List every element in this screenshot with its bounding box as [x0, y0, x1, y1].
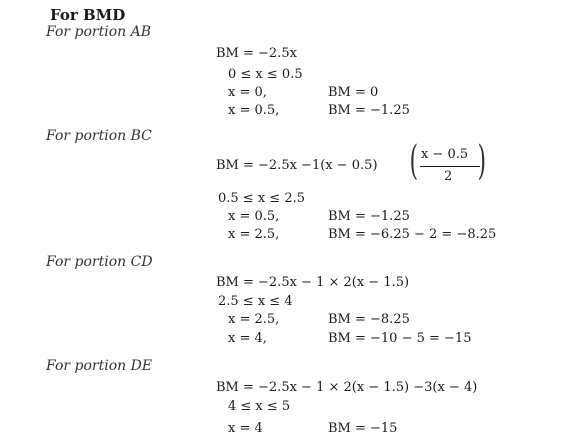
- portion-ab-bm-row-2: BM = −1.25: [328, 103, 410, 118]
- portion-de-bm-expression: BM = −2.5x − 1 × 2(x − 1.5) −3(x − 4): [216, 380, 478, 395]
- portion-bc-x-row-1: x = 0.5,: [228, 209, 280, 224]
- left-paren: (: [409, 138, 419, 184]
- portion-de-range: 4 ≤ x ≤ 5: [228, 399, 291, 414]
- fraction-bar: [420, 166, 480, 167]
- portion-de-bm-row-1: BM = −15: [328, 421, 398, 436]
- portion-cd-bm-row-2: BM = −10 − 5 = −15: [328, 331, 472, 346]
- portion-bc-fraction: [409, 138, 490, 187]
- portion-cd-label: For portion CD: [46, 254, 153, 270]
- portion-ab-bm-expression: BM = −2.5x: [216, 46, 297, 61]
- portion-bc-range: 0.5 ≤ x ≤ 2.5: [218, 191, 305, 206]
- portion-bc-bm-expression: BM = −2.5x −1(x − 0.5): [216, 158, 378, 173]
- portion-ab-x-row-2: x = 0.5,: [228, 103, 280, 118]
- portion-de-label: For portion DE: [46, 358, 153, 374]
- portion-ab-label: For portion AB: [46, 24, 151, 40]
- fraction-denominator: 2: [444, 169, 453, 184]
- fraction-numerator: x − 0.5: [421, 147, 469, 162]
- right-paren: ): [477, 138, 487, 184]
- portion-bc-x-row-2: x = 2.5,: [228, 227, 280, 242]
- portion-ab-range: 0 ≤ x ≤ 0.5: [228, 67, 303, 82]
- portion-ab-x-row-1: x = 0,: [228, 85, 267, 100]
- portion-cd-x-row-2: x = 4,: [228, 331, 267, 346]
- portion-cd-range: 2.5 ≤ x ≤ 4: [218, 294, 293, 309]
- portion-bc-bm-row-1: BM = −1.25: [328, 209, 410, 224]
- portion-cd-bm-row-1: BM = −8.25: [328, 312, 410, 327]
- portion-cd-x-row-1: x = 2.5,: [228, 312, 280, 327]
- portion-ab-bm-row-1: BM = 0: [328, 85, 379, 100]
- bmd-heading: For BMD: [50, 6, 126, 24]
- portion-de-x-row-1: x = 4: [228, 421, 263, 436]
- portion-bc-bm-row-2: BM = −6.25 − 2 = −8.25: [328, 227, 497, 242]
- portion-cd-bm-expression: BM = −2.5x − 1 × 2(x − 1.5): [216, 275, 410, 290]
- portion-bc-label: For portion BC: [46, 128, 152, 144]
